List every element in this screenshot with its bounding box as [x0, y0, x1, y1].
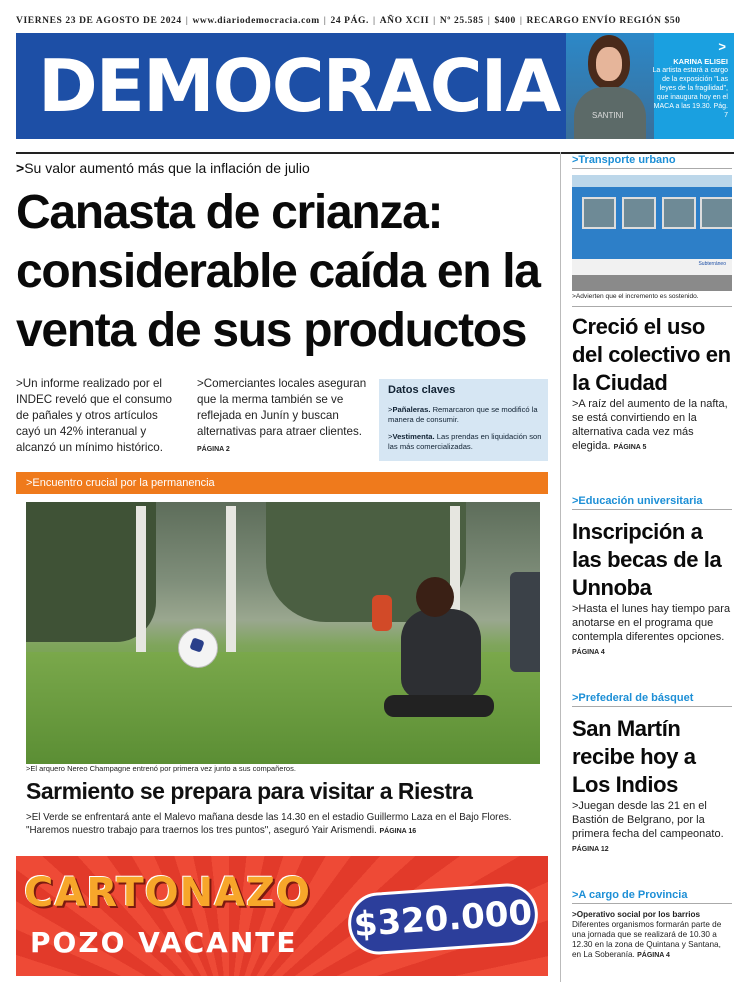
sidebar-story-transport	[572, 154, 732, 455]
cartonazo-ad[interactable]	[16, 856, 548, 976]
lead-column-2: >Comerciantes locales aseguran que la merma también se ve reflejada en Junín y buscan alternativas para atraer clientes. PÁGINA 2	[197, 377, 367, 453]
sidebar-story-basketball	[572, 692, 732, 857]
top-info-bar: VIERNES 23 DE AGOSTO DE 2024 | www.diariodemocracia.com | 24 PÁG. | AÑO XCII | Nº 25.585 | $400 | RECARGO ENVÍO REGIÓN $50	[16, 16, 681, 26]
promo-name: KARINA ELISEI	[673, 57, 728, 66]
newspaper-logo[interactable]: DEMOCRACIA	[38, 44, 560, 128]
key-data-title: Datos claves	[388, 384, 456, 396]
promo-text: KARINA ELISEI La artista estará a cargo de la exposición "Las leyes de la fragilidad", que inaugura hoy en el MACA a las 19.30. Pág. 7	[650, 57, 728, 120]
goalkeeper-photo[interactable]	[26, 502, 540, 764]
masthead	[16, 33, 734, 139]
story-body: >Juegan desde las 21 en el Bastión de Belgrano, por la primera fecha del campeonato. PÁGINA 12	[572, 800, 724, 853]
sport-section-band: >Encuentro crucial por la permanencia	[16, 472, 548, 494]
ad-subtitle: POZO VACANTE	[30, 926, 298, 959]
story-body: >Operativo social por los barrios Diferentes organismos formarán parte de una jornada que se realizará de 10.30 a 12.30 en la zona de Quintana y Santana, en La Soberanía. PÁGINA 4	[572, 910, 722, 959]
bus-photo[interactable]: Subterráneo	[572, 175, 732, 291]
ball-icon	[178, 628, 218, 668]
key-data-item: >Vestimenta. Las prendas en liquidación son las más comercializadas.	[388, 432, 542, 451]
promo-teaser[interactable]	[566, 33, 734, 139]
year-label: AÑO XCII	[379, 16, 430, 26]
issue-number: Nº 25.585	[439, 16, 484, 26]
surcharge: RECARGO ENVÍO REGIÓN $50	[526, 16, 681, 26]
story-headline[interactable]: Inscripción a las becas de la Unnoba	[572, 519, 722, 600]
column-divider	[560, 152, 561, 982]
section-label: >Prefederal de básquet	[572, 692, 732, 707]
issue-date: VIERNES 23 DE AGOSTO DE 2024	[16, 16, 182, 26]
key-data-box	[379, 379, 548, 461]
goalkeeper-figure	[356, 577, 496, 737]
key-data-item: >Pañaleras. Remarcaron que se modificó la manera de consumir.	[388, 405, 538, 424]
chevron-right-icon: >	[718, 39, 726, 54]
sport-headline[interactable]: Sarmiento se prepara para visitar a Riestra	[26, 778, 473, 804]
price: $400	[494, 16, 516, 26]
sidebar-story-education	[572, 495, 732, 660]
promo-portrait: SANTINI	[566, 33, 654, 139]
story-headline[interactable]: Creció el uso del colectivo en la Ciudad	[572, 314, 731, 395]
lead-kicker: >Su valor aumentó más que la inflación de julio	[16, 160, 310, 176]
website-link[interactable]: www.diariodemocracia.com	[192, 16, 320, 26]
sport-summary: >El Verde se enfrentará ante el Malevo mañana desde las 14.30 en el estadio Guillermo Laza en el Bajo Flores. "Haremos nuestro trabajo para traernos los tres puntos", aseguró Yair Arismendi. PÁGINA 16	[26, 812, 512, 836]
ad-brand: CARTONAZO	[24, 870, 312, 916]
page-count: 24 PÁG.	[330, 16, 370, 26]
story-body: >Hasta el lunes hay tiempo para anotarse en el programa que contempla diferentes opciones. PÁGINA 4	[572, 603, 731, 656]
sidebar-story-province	[572, 889, 732, 961]
photo-caption: >El arquero Nereo Champagne entrenó por primera vez junto a sus compañeros.	[26, 764, 296, 773]
ad-amount-pill: $320.000	[346, 881, 540, 956]
section-label: >Transporte urbano	[572, 154, 732, 169]
lead-column-1: >Un informe realizado por el INDEC reveló que el consumo de pañales y otros artículos cayó un 42% interanual y alcanzó un mínimo histórico.	[16, 377, 172, 454]
story-headline[interactable]: San Martín recibe hoy a Los Indios	[572, 716, 696, 797]
section-label: >A cargo de Provincia	[572, 889, 732, 904]
bus-caption: >Advierten que el incremento es sostenido.	[572, 293, 699, 300]
lead-headline[interactable]: Canasta de crianza: considerable caída en la venta de sus productos	[16, 186, 540, 357]
story-body: >A raíz del aumento de la nafta, se está convirtiendo en la alternativa cada vez más elegida. PÁGINA 5	[572, 398, 728, 452]
section-label: >Educación universitaria	[572, 495, 732, 510]
